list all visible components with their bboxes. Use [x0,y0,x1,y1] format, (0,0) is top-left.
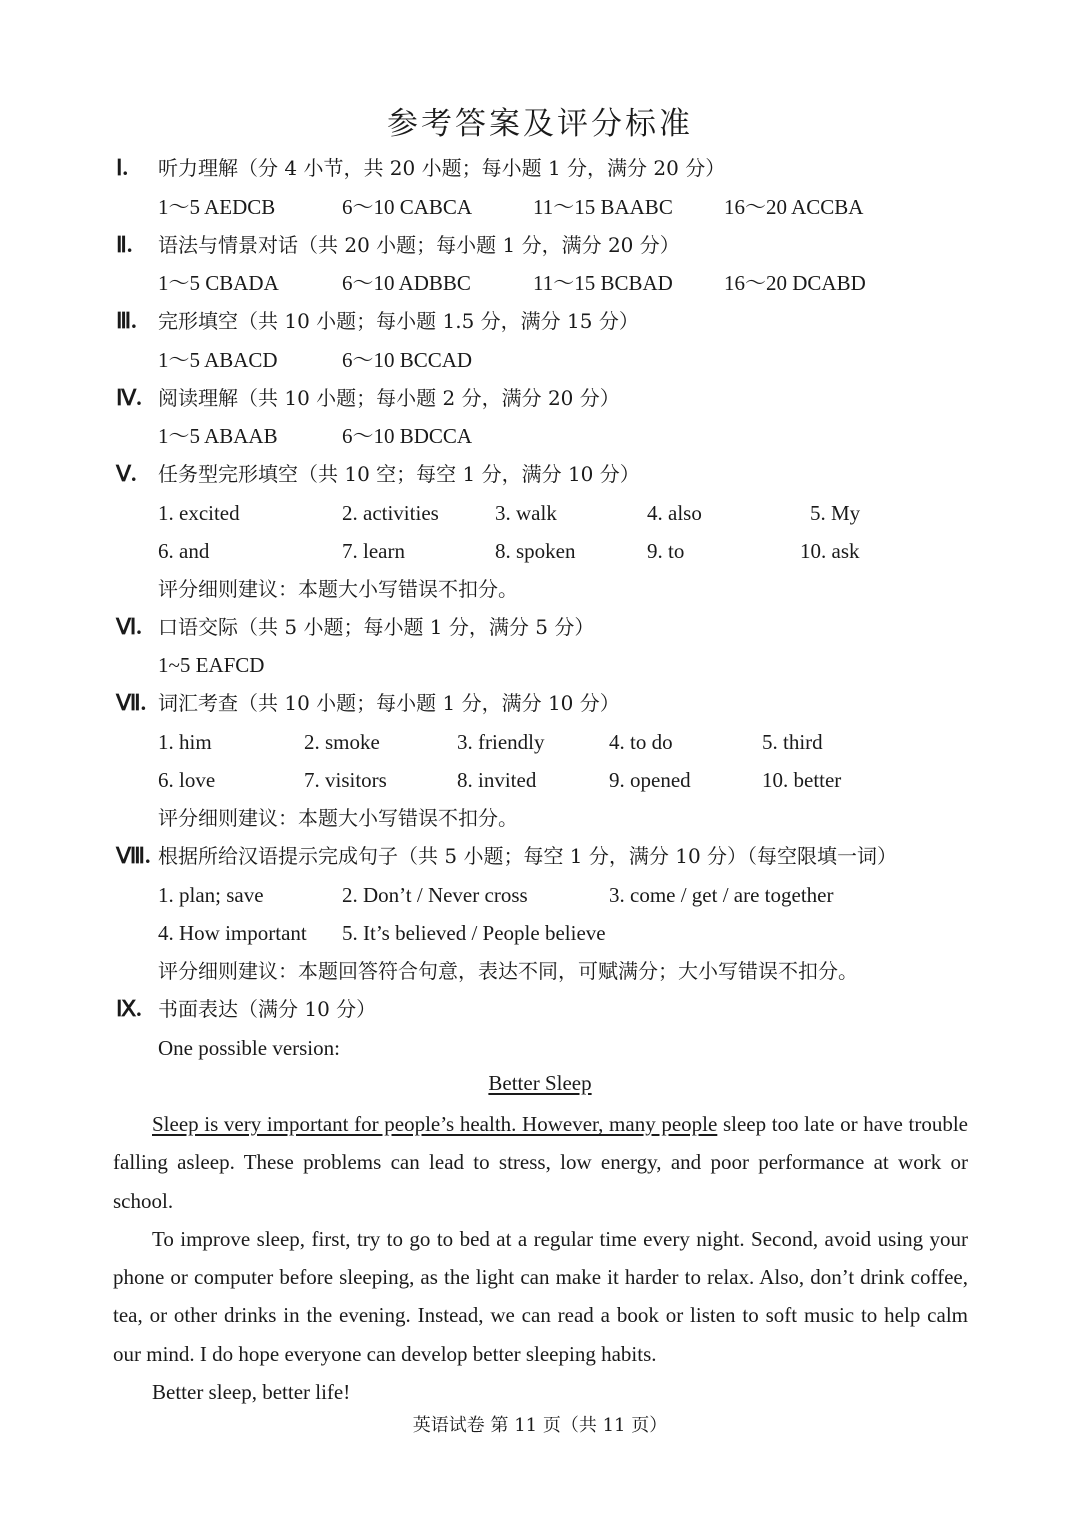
answer-item: 7. visitors [304,768,387,792]
answer-item: 9. opened [609,768,691,792]
section-title: 阅读理解（共 10 小题；每小题 2 分，满分 20 分） [158,386,620,410]
answer-item: 9. to [647,539,685,563]
answer-group: 1～5 AEDCB [158,195,276,219]
sample-version-label: One possible version: [158,1036,340,1060]
section-4-heading [0,383,1080,413]
answer-group: 1~5 EAFCD [158,653,265,677]
section-title: 词汇考查（共 10 小题；每小题 1 分，满分 10 分） [158,691,620,715]
answer-item: 2. activities [342,501,439,525]
section-2-answers [0,268,1080,298]
section-1-answers [0,192,1080,222]
answer-item: 3. walk [495,501,557,525]
section-8-heading [0,841,1080,871]
answer-item: 8. spoken [495,539,576,563]
answer-group: 1～5 ABAAB [158,424,278,448]
answer-item: 10. ask [800,539,860,563]
answer-item: 1. him [158,730,212,754]
section-4-answers [0,421,1080,451]
answer-item: 5. It’s believed / People believe [342,921,606,945]
section-5-heading [0,459,1080,489]
answer-item: 6. and [158,539,210,563]
section-8-answers-row-2 [0,918,1080,948]
essay-paragraph-3: Better sleep, better life! [152,1380,351,1405]
section-5-answers-row-1 [0,498,1080,528]
section-title: 根据所给汉语提示完成句子（共 5 小题；每空 1 分，满分 10 分）（每空限填一词） [158,844,898,868]
essay-paragraph-1 [113,1105,968,1220]
section-number: Ⅲ. [116,308,137,333]
section-2-heading [0,230,1080,260]
essay-body [113,1105,968,1411]
page-footer: 英语试卷 第 11 页（共 11 页） [412,1415,668,1436]
section-number: Ⅶ. [116,690,147,715]
answer-item: 5. My [810,501,861,525]
section-title: 口语交际（共 5 小题；每小题 1 分，满分 5 分） [158,615,595,639]
answer-group: 1～5 CBADA [158,271,279,295]
answer-group: 16～20 DCABD [724,271,866,295]
section-3-answers [0,345,1080,375]
section-number: Ⅰ. [116,155,128,180]
section-number: Ⅸ. [116,996,142,1021]
section-7-heading [0,688,1080,718]
section-8-grading-note: 评分细则建议：本题回答符合句意，表达不同，可赋满分；大小写错误不扣分。 [158,959,858,983]
section-number: Ⅳ. [116,385,142,410]
section-title: 书面表达（满分 10 分） [158,997,377,1021]
section-number: Ⅵ. [116,614,142,639]
answer-item: 4. to do [609,730,673,754]
essay-paragraph-1-rest: sleep too late or have trouble falling asleep. These problems can lead to stress, low energy, and poor performance at work or school. [113,1112,968,1213]
section-title: 语法与情景对话（共 20 小题；每小题 1 分，满分 20 分） [158,233,680,257]
answer-item: 8. invited [457,768,537,792]
answer-group: 16～20 ACCBA [724,195,864,219]
section-6-answers [0,650,1080,680]
answer-group: 11～15 BCBAD [533,271,673,295]
answer-item: 3. friendly [457,730,545,754]
answer-item: 5. third [762,730,823,754]
section-7-grading-note: 评分细则建议：本题大小写错误不扣分。 [158,806,518,830]
page-title: 参考答案及评分标准 [387,106,693,142]
answer-item: 3. come / get / are together [609,883,834,907]
answer-group: 6～10 BDCCA [342,424,473,448]
answer-group: 6～10 CABCA [342,195,473,219]
section-title: 听力理解（分 4 小节，共 20 小题；每小题 1 分，满分 20 分） [158,156,726,180]
answer-group: 6～10 BCCAD [342,348,473,372]
answer-item: 4. also [647,501,702,525]
essay-title: Better Sleep [488,1071,592,1095]
section-number: Ⅱ. [116,232,133,257]
section-6-heading [0,612,1080,642]
answer-item: 10. better [762,768,842,792]
answer-item: 1. plan; save [158,883,264,907]
section-number: Ⅴ. [116,461,137,486]
section-9-heading [0,994,1080,1024]
section-5-answers-row-2 [0,536,1080,566]
section-number: Ⅷ. [116,843,151,868]
answer-item: 1. excited [158,501,240,525]
section-title: 任务型完形填空（共 10 空；每空 1 分，满分 10 分） [158,462,640,486]
answer-item: 2. smoke [304,730,380,754]
section-7-answers-row-2 [0,765,1080,795]
answer-group: 6～10 ADBBC [342,271,471,295]
essay-paragraph-2: To improve sleep, first, try to go to bed at a regular time every night. Second, avoid using your phone or computer before sleeping, as the light can make it harder to relax. Also, don’t drink coffee, tea, or other drinks in the evening. Instead, we can read a book or listen to soft music to help calm our mind. I do hope everyone can develop better sleeping habits. [113,1226,968,1366]
section-7-answers-row-1 [0,727,1080,757]
section-title: 完形填空（共 10 小题；每小题 1.5 分，满分 15 分） [158,309,639,333]
answer-item: 6. love [158,768,216,792]
answer-item: 7. learn [342,539,405,563]
essay-underlined-opening: Sleep is very important for people’s health. However, many people [152,1112,718,1136]
answer-item: 2. Don’t / Never cross [342,883,528,907]
section-1-heading [0,153,1080,183]
section-5-grading-note: 评分细则建议：本题大小写错误不扣分。 [158,577,518,601]
answer-group: 11～15 BAABC [533,195,673,219]
section-3-heading [0,306,1080,336]
section-8-answers-row-1 [0,880,1080,910]
answer-group: 1～5 ABACD [158,348,278,372]
answer-item: 4. How important [158,921,307,945]
